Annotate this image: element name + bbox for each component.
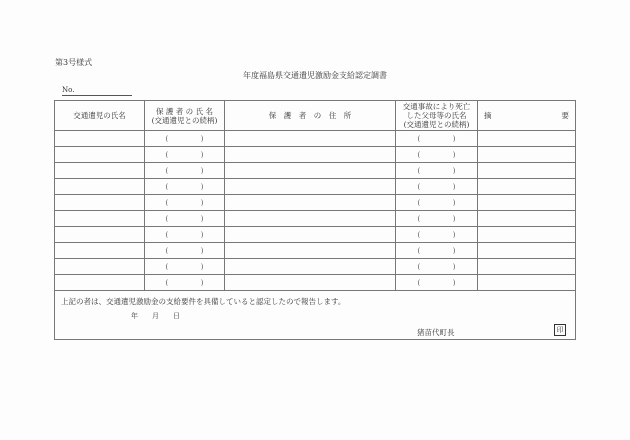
deceased-name-cell[interactable]: ( ) bbox=[396, 243, 478, 259]
guardian-name-cell[interactable]: ( ) bbox=[145, 211, 225, 227]
deceased-name-cell[interactable]: ( ) bbox=[396, 227, 478, 243]
guardian-address-cell[interactable] bbox=[225, 259, 396, 275]
remarks-cell[interactable] bbox=[478, 195, 576, 211]
number-field: No. bbox=[62, 86, 132, 96]
guardian-address-cell[interactable] bbox=[225, 227, 396, 243]
guardian-address-cell[interactable] bbox=[225, 163, 396, 179]
guardian-name-cell[interactable]: ( ) bbox=[145, 179, 225, 195]
guardian-address-cell[interactable] bbox=[225, 211, 396, 227]
guardian-name-cell[interactable]: ( ) bbox=[145, 163, 225, 179]
child-name-cell[interactable] bbox=[55, 195, 145, 211]
table-row bbox=[55, 131, 576, 147]
remarks-cell[interactable] bbox=[478, 163, 576, 179]
table-row bbox=[55, 147, 576, 163]
col-deceased-name: 交通事故により死亡 した父母等の氏名 (交通遺児との続柄) bbox=[396, 101, 478, 131]
deceased-name-cell[interactable]: ( ) bbox=[396, 259, 478, 275]
guardian-name-cell[interactable]: ( ) bbox=[145, 131, 225, 147]
deceased-name-cell[interactable]: ( ) bbox=[396, 147, 478, 163]
form-number: 第3号様式 bbox=[55, 58, 93, 67]
guardian-address-cell[interactable] bbox=[225, 131, 396, 147]
remarks-cell[interactable] bbox=[478, 131, 576, 147]
guardian-address-cell[interactable] bbox=[225, 179, 396, 195]
table-row bbox=[55, 227, 576, 243]
table-row bbox=[55, 243, 576, 259]
guardian-address-cell[interactable] bbox=[225, 195, 396, 211]
remarks-cell[interactable] bbox=[478, 243, 576, 259]
guardian-name-cell[interactable]: ( ) bbox=[145, 275, 225, 291]
guardian-address-cell[interactable] bbox=[225, 275, 396, 291]
col-guardian-address: 保 護 者 の 住 所 bbox=[225, 101, 396, 131]
deceased-name-cell[interactable]: ( ) bbox=[396, 195, 478, 211]
guardian-name-cell[interactable]: ( ) bbox=[145, 243, 225, 259]
deceased-name-cell[interactable]: ( ) bbox=[396, 179, 478, 195]
remarks-cell[interactable] bbox=[478, 227, 576, 243]
guardian-name-cell[interactable]: ( ) bbox=[145, 195, 225, 211]
child-name-cell[interactable] bbox=[55, 179, 145, 195]
signer-title: 猪苗代町長 bbox=[417, 328, 455, 337]
guardian-name-cell[interactable]: ( ) bbox=[145, 227, 225, 243]
table-row bbox=[55, 179, 576, 195]
child-name-cell[interactable] bbox=[55, 227, 145, 243]
table-row bbox=[55, 163, 576, 179]
guardian-address-cell[interactable] bbox=[225, 147, 396, 163]
deceased-name-cell[interactable]: ( ) bbox=[396, 131, 478, 147]
child-name-cell[interactable] bbox=[55, 147, 145, 163]
remarks-cell[interactable] bbox=[478, 179, 576, 195]
statement-text: 上記の者は、交通遺児激励金の支給要件を具備していると認定したので報告します。 bbox=[61, 297, 346, 306]
child-name-cell[interactable] bbox=[55, 259, 145, 275]
table-row bbox=[55, 259, 576, 275]
child-name-cell[interactable] bbox=[55, 243, 145, 259]
remarks-cell[interactable] bbox=[478, 147, 576, 163]
deceased-name-cell[interactable]: ( ) bbox=[396, 275, 478, 291]
guardian-address-cell[interactable] bbox=[225, 243, 396, 259]
certification-table bbox=[54, 100, 576, 340]
date-field: 年 月 日 bbox=[131, 312, 180, 320]
child-name-cell[interactable] bbox=[55, 131, 145, 147]
guardian-name-cell[interactable]: ( ) bbox=[145, 259, 225, 275]
col-guardian-name: 保 護 者 の 氏 名 (交通遺児との続柄) bbox=[145, 101, 225, 131]
remarks-cell[interactable] bbox=[478, 275, 576, 291]
footer-cell bbox=[55, 291, 576, 340]
col-child-name: 交通遺児の氏名 bbox=[55, 101, 145, 131]
child-name-cell[interactable] bbox=[55, 211, 145, 227]
seal-mark: 印 bbox=[554, 324, 566, 336]
remarks-cell[interactable] bbox=[478, 259, 576, 275]
deceased-name-cell[interactable]: ( ) bbox=[396, 211, 478, 227]
child-name-cell[interactable] bbox=[55, 275, 145, 291]
remarks-cell[interactable] bbox=[478, 211, 576, 227]
table-row bbox=[55, 275, 576, 291]
child-name-cell[interactable] bbox=[55, 163, 145, 179]
deceased-name-cell[interactable]: ( ) bbox=[396, 163, 478, 179]
col-remarks: 摘 要 bbox=[478, 101, 576, 131]
table-row bbox=[55, 195, 576, 211]
table-row bbox=[55, 211, 576, 227]
document-title: 年度福島県交通遺児激励金支給認定調書 bbox=[243, 71, 387, 80]
guardian-name-cell[interactable]: ( ) bbox=[145, 147, 225, 163]
